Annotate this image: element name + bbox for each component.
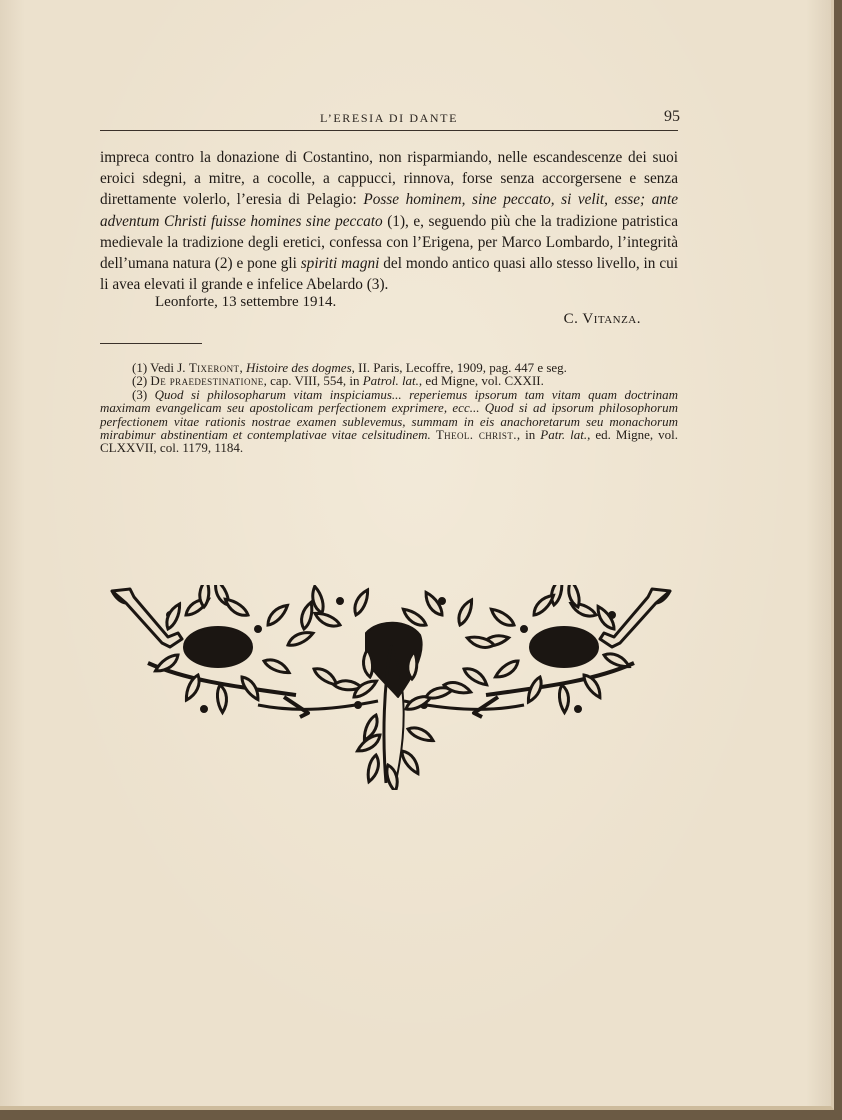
footnote-smallcaps-run: De praedestinatione bbox=[150, 373, 264, 389]
laurel-leaf-icon bbox=[407, 723, 435, 745]
paragraph-run: del mondo antico quasi allo stesso livello, in cui li avea elevati il grande e infelice Abelardo (3). bbox=[100, 255, 679, 294]
footnote-run: , ed. Migne, vol. CLXXVII, col. 1179, 1184. bbox=[100, 427, 678, 456]
laurel-leaf-icon bbox=[363, 650, 372, 678]
footnote-italic-run: Patr. lat. bbox=[540, 427, 588, 443]
running-title: L’ERESIA DI DANTE bbox=[319, 111, 459, 125]
italic-quotation: spiriti magni bbox=[300, 255, 380, 273]
header-rule bbox=[100, 130, 678, 131]
running-header bbox=[100, 110, 680, 130]
footnote-run: , cap. VIII, 554, in bbox=[263, 373, 363, 389]
laurel-leaf-icon bbox=[493, 659, 521, 681]
footnote-run: , in bbox=[516, 427, 541, 443]
laurel-leaf-icon bbox=[264, 602, 291, 627]
author-signature: C. Vitanza. bbox=[563, 311, 641, 327]
laurel-leaf-icon bbox=[298, 601, 316, 630]
footnote-smallcaps-run: Theol. christ. bbox=[435, 427, 517, 443]
footnote-run: (2) bbox=[132, 373, 151, 389]
laurel-leaf-icon bbox=[559, 685, 568, 713]
laurel-leaf-icon bbox=[385, 764, 399, 790]
laurel-leaf-icon bbox=[489, 605, 516, 630]
footnotes bbox=[100, 361, 678, 455]
dateline: Leonforte, 13 settembre 1914. bbox=[155, 294, 337, 310]
footnote-italic-run: Histoire des dogmes bbox=[245, 360, 352, 375]
laurel-leaf-icon bbox=[567, 585, 581, 608]
footnote-run: , ed Migne, vol. CXXII. bbox=[418, 373, 544, 389]
laurel-leaf-icon bbox=[217, 685, 226, 713]
footnote-italic-run: Quod si philosopharum vitam inspiciamus... reperiemus ipsorum tam vitam quam doctrinam maximam evangelicam seu apostolicam perfectionem exprimere, ecc... Quod si ad ipsorum philosophorum perfectionem vitae rationis nostrae examen sublevemus, summam in eis anachoretarum seu monachorum mirabimur abstinentiam et contemplativae vitae celsitudinem. bbox=[100, 386, 678, 443]
laurel-leaf-icon bbox=[313, 609, 341, 631]
paragraph-run: impreca contro la donazione di Costantino, non risparmiando, nelle escandescenze dei suoi eroici sdegni, a mitre, a cocolle, a cappucci, rinnova, forse senza accorgersene e senza direttamente volerlo, l’eresia di Pelagio: bbox=[100, 149, 678, 209]
italic-quotation: Posse hominem, sine peccato, si velit, esse; ante adventum Christi fuisse homines sine peccato bbox=[100, 191, 678, 230]
footnote-run: , bbox=[239, 360, 246, 375]
laurel-leaf-icon bbox=[223, 595, 250, 620]
footnote-3 bbox=[100, 388, 678, 455]
laurel-leaf-icon bbox=[263, 655, 291, 677]
footnote-italic-run: Patrol. lat. bbox=[362, 373, 419, 389]
page-number: 95 bbox=[664, 108, 680, 125]
laurel-leaf-icon bbox=[462, 664, 489, 689]
footnote-separator bbox=[100, 343, 202, 344]
main-paragraph bbox=[100, 147, 678, 295]
footnote-smallcaps-run: Tixeront bbox=[188, 360, 240, 375]
laurel-leaf-icon bbox=[400, 748, 422, 776]
footnote-1 bbox=[100, 361, 678, 374]
laurel-leaf-icon bbox=[162, 602, 184, 630]
paragraph-run: (1), e, seguendo più che la tradizione patristica medievale la tradizione degli eretici, confessa con l’Erigena, per Marco Lombardo, l’integrità dell’umana natura (2) e pone gli bbox=[100, 212, 678, 273]
footnote-2 bbox=[100, 374, 678, 387]
paragraph-text bbox=[100, 147, 678, 295]
laurel-garland-ornament-icon bbox=[108, 585, 674, 790]
laurel-leaf-icon bbox=[286, 629, 315, 647]
laurel-leaf-icon bbox=[350, 588, 372, 616]
laurel-leaf-icon bbox=[364, 754, 382, 783]
footnote-run: (1) Vedi J. bbox=[132, 360, 189, 375]
footnote-run: , II. Paris, Lecoffre, 1909, pag. 447 e seg. bbox=[351, 360, 567, 375]
laurel-leaf-icon bbox=[454, 598, 476, 626]
footnote-run: (3) bbox=[132, 386, 155, 402]
